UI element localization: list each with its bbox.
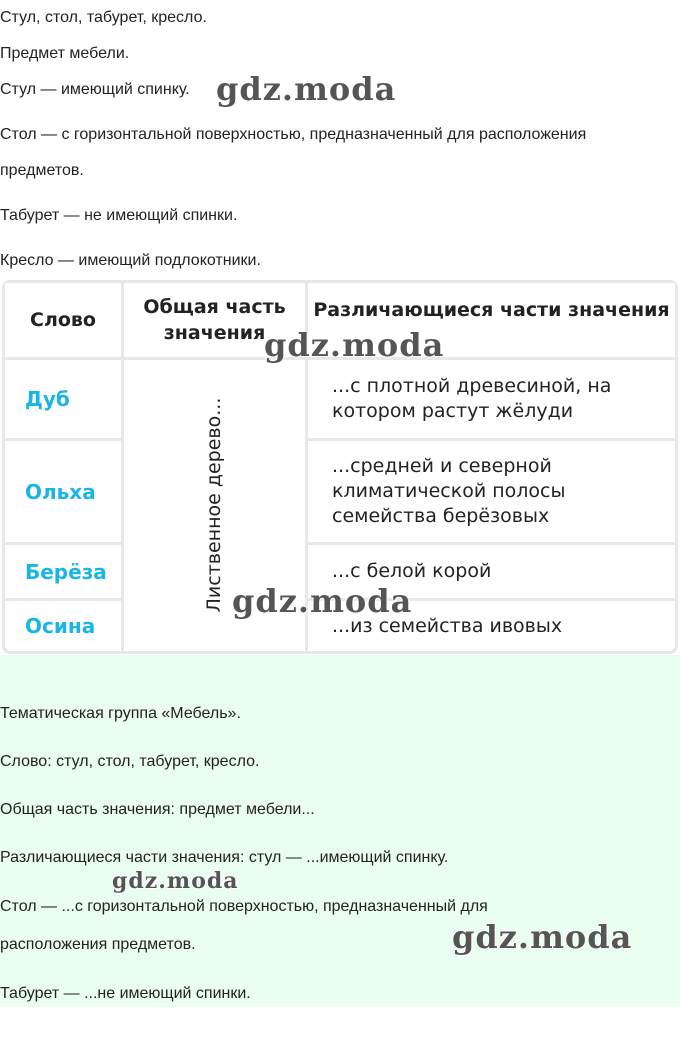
diff-cell: ...из семейства ивовых (308, 601, 675, 651)
watermark: gdz.moda (232, 582, 413, 620)
answer-line: Различающиеся части значения: стул — ...имеющий спинку. (0, 849, 449, 866)
word-cell: Осина (5, 601, 121, 651)
word-cell: Берёза (5, 545, 121, 598)
diff-cell: ...средней и северной климатической полосы семейства берёзовых (308, 441, 675, 542)
intro-line: Табурет — не имеющий спинки. (0, 207, 238, 224)
watermark: gdz.moda (264, 326, 445, 364)
header-diff: Различающиеся части значения (308, 283, 675, 357)
header-word: Слово (5, 283, 121, 357)
watermark: gdz.moda (452, 918, 633, 956)
intro-line: Кресло — имеющий подлокотники. (0, 252, 261, 269)
answer-line: Общая часть значения: предмет мебели... (0, 801, 315, 818)
diff-cell: ...с белой корой (308, 545, 675, 598)
intro-line: предметов. (0, 162, 84, 179)
intro-line: Предмет мебели. (0, 45, 130, 62)
diff-cell: ...с плотной древесиной, на котором растут жёлуди (308, 360, 675, 438)
header-common: Общая часть значения (124, 283, 305, 357)
watermark: gdz.moda (216, 70, 397, 108)
answer-line: Тематическая группа «Мебель». (0, 705, 241, 722)
intro-line: Стол — с горизонтальной поверхностью, предназначенный для расположения (0, 126, 587, 143)
intro-line: Стул — имеющий спинку. (0, 81, 190, 98)
common-value: Лиственное дерево... (203, 397, 225, 613)
answer-line: расположения предметов. (0, 936, 196, 953)
answer-line: Табурет — ...не имеющий спинки. (0, 985, 251, 1002)
word-cell: Дуб (5, 360, 121, 438)
watermark: gdz.moda (112, 868, 239, 894)
answer-line: Слово: стул, стол, табурет, кресло. (0, 753, 260, 770)
answer-line: Стол — ...с горизонтальной поверхностью, предназначенный для (0, 898, 488, 915)
word-cell: Ольха (5, 441, 121, 542)
intro-line: Стул, стол, табурет, кресло. (0, 9, 207, 26)
